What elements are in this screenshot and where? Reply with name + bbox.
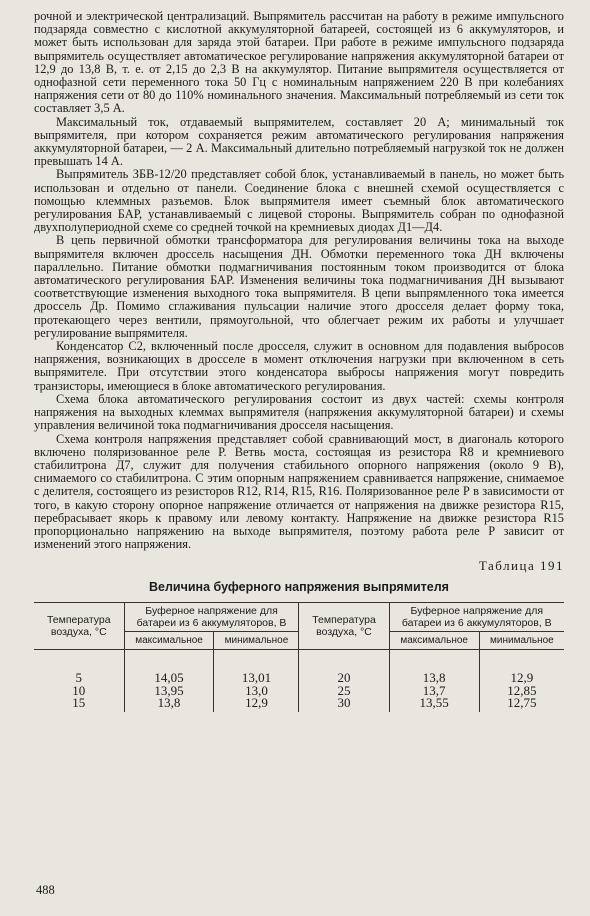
header-min-left: минимальное — [214, 632, 299, 650]
paragraph-6: Схема блока автоматического регулирования состоит из двух частей: схемы контроля напряжения на выходных клеммах выпрямителя (напряжения аккумуляторной батареи) и схемы управления величиной тока подмагничивания дросселя насыщения. — [34, 391, 564, 433]
paragraph-4: В цепь первичной обмотки трансформатора для регулирования величины тока на выходе выпрямителя включен дроссель насыщения ДН. Обмотки переменного тока ДН включены параллельно. Питание обмотки подмагничивания постоянным током производится от блока автоматического регулирования БАР. Изменения величины тока подмагничивания ДН вызывают соответствующие изменения выходного тока выпрямителя. В цепи выпрямленного тока имеется дроссель Др. Помимо сглаживания пульсации наличие этого дросселя делает форму тока, протекающего через вентили, прямоугольной, что облегчает режим их работы и улучшает регулирование выпрямителя. — [34, 233, 564, 340]
body-text — [34, 10, 564, 551]
buffer-voltage-table — [34, 602, 564, 712]
header-max-left: максимальное — [124, 632, 214, 650]
cell-min-left: 13,01 13,0 12,9 — [214, 650, 299, 712]
page-number: 488 — [36, 883, 55, 897]
cell-temp-right: 20 25 30 — [299, 650, 389, 712]
paragraph-5: Конденсатор С2, включенный после дросселя, служит в основном для подавления выбросов напряжения, возникающих в дросселе в момент отключения нагрузки при включенном в сеть выпрямителе. При отсутствии этого конденсатора выбросы напряжения могут повредить транзисторы, имеющиеся в блоке автоматического регулирования. — [34, 339, 564, 393]
header-buffer-voltage-right: Буферное напряжение для батареи из 6 аккумуляторов, В — [389, 603, 564, 632]
table-header-row — [34, 603, 564, 632]
paragraph-2: Максимальный ток, отдаваемый выпрямителем, составляет 20 А; минимальный ток выпрямителя, при котором сохраняется режим автоматического регулирования напряжения аккумуляторной батареи, — 2 А. Максимальный длительно потребляемый нагрузкой ток не должен превышать 14 А. — [34, 114, 564, 169]
cell-max-right: 13,8 13,7 13,55 — [389, 650, 479, 712]
paragraph-7: Схема контроля напряжения представляет собой сравнивающий мост, в диагональ которого включено поляризованное реле Р. Ветвь моста, состоящая из резистора R8 и кремниевого стабилитрона Д7, служит для получения стабильного опорного напряжения (около 9 В), снимаемого со стабилитрона. С этим опорным напряжением сравнивается напряжение, снимаемое с делителя, состоящего из резисторов R12, R14, R15, R16. Поляризованное реле Р в зависимости от того, в какую сторону опорное напряжение отличается от напряжения на движке резистора R15, перебрасывает якорь к правому или левому контакту. Напряжение на движке резистора R15 пропорционально напряжению на выходе выпрямителя, поэтому работа реле Р зависит от изменений этого напряжения. — [34, 431, 564, 552]
header-temperature-right: Температура воздуха, °С — [299, 603, 389, 650]
header-temperature-left: Температура воздуха, °С — [34, 603, 124, 650]
paragraph-3: Выпрямитель ЗБВ-12/20 представляет собой блок, устанавливаемый в панель, но может быть использован и отдельно от панели. Соединение блока с внешней схемой осуществляется с помощью клеммных разъемов. Блок выпрямителя имеет съемный блок автоматического регулирования БАР, устанавливаемый с лицевой стороны. Выпрямитель собран по однофазной двухполупериодной схеме со средней точкой на кремниевых диодах Д1—Д4. — [34, 167, 564, 235]
cell-min-right: 12,9 12,85 12,75 — [479, 650, 564, 712]
table-row — [34, 650, 564, 712]
paragraph-1: рочной и электрической централизаций. Выпрямитель рассчитан на работу в режиме импульсного подзаряда совместно с кислотной аккумуляторной батареей, состоящей из 6 аккумуляторов, и может быть использован для заряда этой батареи. При работе в режиме импульсного подзаряда выпрямитель осуществляет автоматическое регулирование напряжения аккумуляторной батареи от 12,9 до 13,8 В, т. е. от 2,15 до 2,3 В на аккумулятор. Питание выпрямителя осуществляется от однофазной сети переменного тока 50 Гц с номинальным напряжением 220 В при колебаниях напряжения сети от 80 до 110% номинального значения. Максимальный потребляемый из сети ток составляет 3,5 А. — [34, 9, 564, 116]
table-number: Таблица 191 — [478, 558, 564, 574]
header-max-right: максимальное — [389, 632, 479, 650]
cell-max-left: 14,05 13,95 13,8 — [124, 650, 214, 712]
cell-temp-left: 5 10 15 — [72, 670, 86, 711]
table-title: Величина буферного напряжения выпрямителя — [149, 580, 449, 595]
header-buffer-voltage-left: Буферное напряжение для батареи из 6 аккумуляторов, В — [124, 603, 299, 632]
header-min-right: минимальное — [479, 632, 564, 650]
